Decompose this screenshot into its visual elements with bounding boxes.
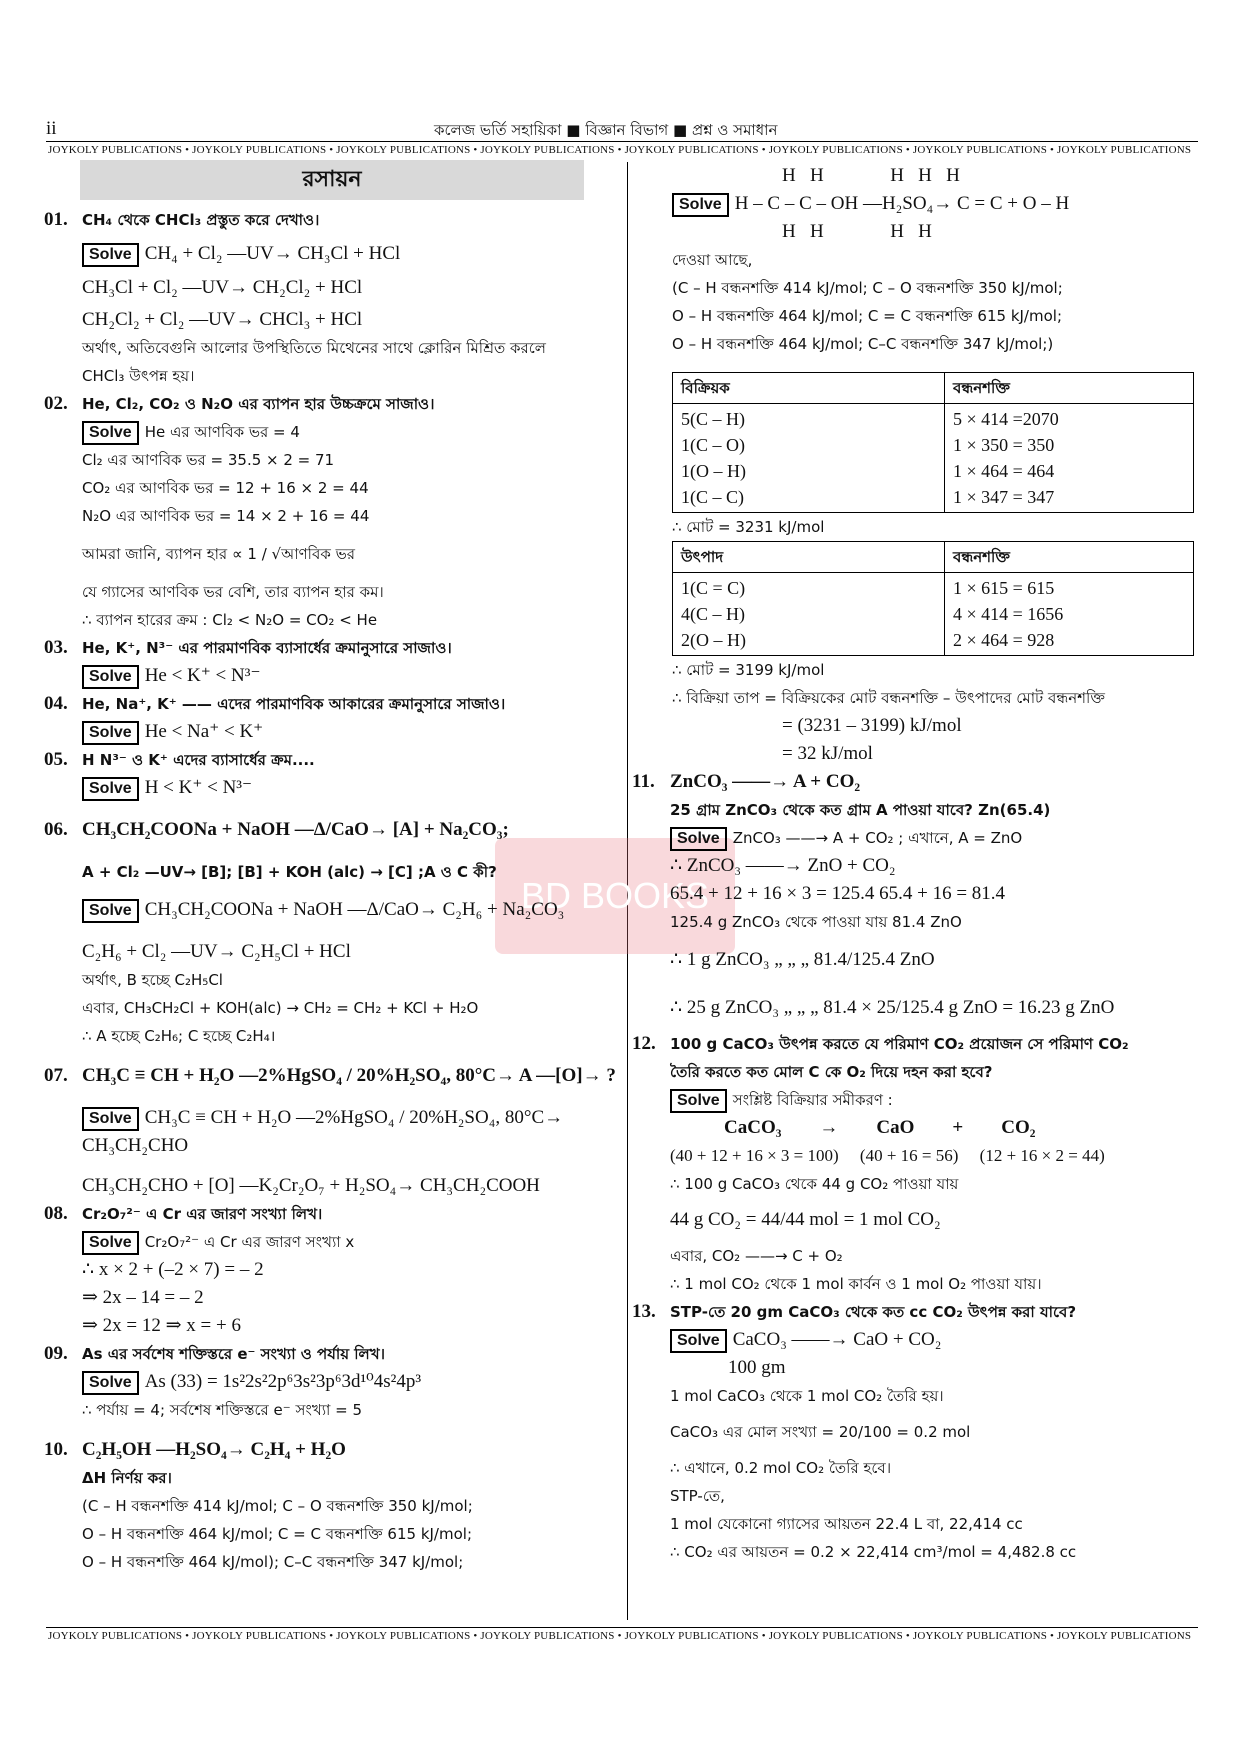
solve-label: Solve xyxy=(82,777,139,801)
text-line: CH₂Cl₂ + Cl₂ —UV→ CHCl₃ + HCl xyxy=(82,309,363,330)
text-line: 25 গ্রাম ZnCO₃ থেকে কত গ্রাম A পাওয়া যাবে? Zn(65.4) xyxy=(670,801,1051,819)
text-line: As (33) = 1s²2s²2p⁶3s²3p⁶3d¹⁰4s²4p³ xyxy=(144,1371,422,1392)
text-line: যে গ্যাসের আণবিক ভর বেশি, তার ব্যাপন হার কম। xyxy=(82,583,384,601)
text-line: ZnCO₃ ——→ A + CO₂ xyxy=(670,771,861,792)
question-07 xyxy=(44,1062,622,1090)
question-05 xyxy=(44,746,622,774)
text-line: 1 mol CaCO₃ থেকে 1 mol CO₂ তৈরি হয়। xyxy=(670,1387,944,1405)
structure-top: H H H H H xyxy=(782,165,960,186)
solve-label: Solve xyxy=(82,421,139,445)
solve-label: Solve xyxy=(670,827,727,851)
reactant-bond-table xyxy=(672,372,1194,513)
text-line: (C – H বন্ধনশক্তি 414 kJ/mol; C – O বন্ধনশক্তি 350 kJ/mol; xyxy=(672,279,1063,297)
text-line: Cr₂O₇²⁻ এ Cr এর জারণ সংখ্যা x xyxy=(144,1233,355,1251)
text-line: O – H বন্ধনশক্তি 464 kJ/mol; C = C বন্ধনশক্তি 615 kJ/mol; xyxy=(672,307,1062,325)
question-04 xyxy=(44,690,622,718)
text-line: 10. xyxy=(44,1439,68,1460)
text-line: ∴ বিক্রিয়া তাপ = বিক্রিয়কের মোট বন্ধনশক্তি – উৎপাদের মোট বন্ধনশক্তি xyxy=(672,689,1105,707)
text-line: 2(O – H) xyxy=(681,630,746,650)
text-line: C₂H₅OH —H₂SO₄→ C₂H₄ + H₂O xyxy=(82,1439,346,1460)
text-line: আমরা জানি, ব্যাপন হার ∝ 1 / √আণবিক ভর xyxy=(82,545,356,563)
question-11 xyxy=(632,768,1198,796)
solve-label: Solve xyxy=(82,243,139,267)
text-line: 12. xyxy=(632,1033,656,1054)
text-line: 07. xyxy=(44,1065,68,1086)
text-line: ⇒ 2x = 12 ⇒ x = + 6 xyxy=(82,1315,241,1336)
text-line: CH₃C ≡ CH + H₂O —2%HgSO₄ / 20%H₂SO₄, 80°C→ CH₃CH₂CHO xyxy=(82,1107,564,1156)
text-line: He, Na⁺, K⁺ —— এদের পারমাণবিক আকারের ক্রমানুসারে সাজাও। xyxy=(82,695,506,713)
text-line: 4 × 414 = 1656 xyxy=(953,604,1064,624)
question-08 xyxy=(44,1200,622,1228)
text-line: 125.4 g ZnCO₃ থেকে পাওয়া যায় 81.4 ZnO xyxy=(670,913,962,931)
solve-label: Solve xyxy=(670,1329,727,1353)
text-line: = (3231 – 3199) kJ/mol xyxy=(782,715,962,736)
text-line: (C – H বন্ধনশক্তি 414 kJ/mol; C – O বন্ধনশক্তি 350 kJ/mol; xyxy=(82,1497,473,1515)
text-line: বিক্রিয়ক xyxy=(673,373,945,404)
text-line: ΔH নির্ণয় কর। xyxy=(82,1469,172,1487)
question-01 xyxy=(44,206,622,234)
question-09 xyxy=(44,1340,622,1368)
text-line: 1(O – H) xyxy=(681,461,746,481)
text-line: অর্থাৎ, অতিবেগুনি আলোর উপস্থিতিতে মিথেনের সাথে ক্লোরিন মিশ্রিত করলে xyxy=(82,339,546,357)
text-line: 1 × 347 = 347 xyxy=(953,487,1055,507)
text-line: He, Cl₂, CO₂ ও N₂O এর ব্যাপন হার উচ্চক্রমে সাজাও। xyxy=(82,395,435,413)
product-bond-table xyxy=(672,541,1194,656)
text-line: 01. xyxy=(44,209,68,230)
text-line: ∴ মোট = 3199 kJ/mol xyxy=(672,661,825,679)
question-03 xyxy=(44,634,622,662)
text-line: 5(C – H) xyxy=(681,409,745,429)
text-line: CaCO₃ এর মোল সংখ্যা = 20/100 = 0.2 mol xyxy=(670,1423,971,1441)
text-line: 1 × 350 = 350 xyxy=(953,435,1055,455)
left-column xyxy=(44,206,622,1576)
text-line: CO₂ এর আণবিক ভর = 12 + 16 × 2 = 44 xyxy=(82,479,369,497)
text-line: 04. xyxy=(44,693,68,714)
text-line: 100 gm xyxy=(728,1357,786,1378)
text-line: ZnCO₃ ——→ A + CO₂ ; এখানে, A = ZnO xyxy=(732,829,1023,847)
text-line: দেওয়া আছে, xyxy=(672,251,753,269)
section-heading: রসায়ন xyxy=(80,160,584,200)
text-line: বন্ধনশক্তি xyxy=(945,542,1194,573)
text-line: 02. xyxy=(44,393,68,414)
text-line: ∴ এখানে, 0.2 mol CO₂ তৈরি হবে। xyxy=(670,1459,892,1477)
text-line: 05. xyxy=(44,749,68,770)
structure-bottom: H H H H xyxy=(782,221,932,242)
question-02 xyxy=(44,390,622,418)
text-line: এবার, CH₃CH₂Cl + KOH(alc) → CH₂ = CH₂ + KCl + H₂O xyxy=(82,999,479,1017)
structure-equation: H – C – C – OH —H₂SO₄→ C = C + O – H xyxy=(734,193,1070,214)
right-column xyxy=(632,162,1198,1566)
page-number: ii xyxy=(46,118,57,139)
text-line: CaCO₃ → CaO + CO₂ xyxy=(724,1117,1036,1138)
solve-label: Solve xyxy=(82,1231,139,1255)
text-line: 08. xyxy=(44,1203,68,1224)
text-line: ∴ ব্যাপন হারের ক্রম : Cl₂ < N₂O = CO₂ < He xyxy=(82,611,378,629)
text-line: ∴ A হচ্ছে C₂H₆; C হচ্ছে C₂H₄। xyxy=(82,1027,276,1045)
text-line: 2 × 464 = 928 xyxy=(953,630,1055,650)
text-line: ⇒ 2x – 14 = – 2 xyxy=(82,1287,204,1308)
text-line: STP-তে, xyxy=(670,1487,725,1505)
text-line: 5 × 414 =2070 xyxy=(953,409,1059,429)
text-line: 1 mol যেকোনো গ্যাসের আয়তন 22.4 L বা, 22,414 cc xyxy=(670,1515,1023,1533)
text-line: N₂O এর আণবিক ভর = 14 × 2 + 16 = 44 xyxy=(82,507,370,525)
question-10 xyxy=(44,1436,622,1464)
text-line: অর্থাৎ, B হচ্ছে C₂H₅Cl xyxy=(82,971,223,989)
text-line: CH₄ + Cl₂ —UV→ CH₃Cl + HCl xyxy=(144,243,401,264)
text-line: তৈরি করতে কত মোল C কে O₂ দিয়ে দহন করা হবে? xyxy=(670,1063,993,1081)
text-line: He < K⁺ < N³⁻ xyxy=(144,665,261,686)
text-line: 4(C – H) xyxy=(681,604,745,624)
solve-label: Solve xyxy=(82,1371,139,1395)
solve-label: Solve xyxy=(82,665,139,689)
text-line: Cl₂ এর আণবিক ভর = 35.5 × 2 = 71 xyxy=(82,451,335,469)
solve-label: Solve xyxy=(82,1107,139,1131)
text-line: 1(C – C) xyxy=(681,487,744,507)
text-line: CH₃CH₂CHO + [O] —K₂Cr₂O₇ + H₂SO₄→ CH₃CH₂COOH xyxy=(82,1175,540,1196)
text-line: ∴ 25 g ZnCO₃ „ „ „ 81.4 × 25/125.4 g ZnO = 16.23 g ZnO xyxy=(670,997,1115,1018)
text-line: = 32 kJ/mol xyxy=(782,743,873,764)
text-line: ∴ ZnCO₃ ——→ ZnO + CO₂ xyxy=(670,855,896,876)
question-12 xyxy=(632,1030,1198,1058)
text-line: CH₃CH₂COONa + NaOH —Δ/CaO→ C₂H₆ + Na₂CO₃ xyxy=(144,899,565,920)
text-line: 1(C – O) xyxy=(681,435,745,455)
text-line: A + Cl₂ —UV→ [B]; [B] + KOH (alc) → [C] ;A ও C কী? xyxy=(82,863,497,881)
question-06 xyxy=(44,816,622,844)
solve-label: Solve xyxy=(670,1089,727,1113)
publisher-band-bottom: JOYKOLY PUBLICATIONS • JOYKOLY PUBLICATIONS • JOYKOLY PUBLICATIONS • JOYKOLY PUBLICATIONS • JOYKOLY PUBLICATIONS • JOYKOLY PUBLICATIONS • JOYKOLY PUBLICATIONS • JOYKOLY PUBLICATIONS xyxy=(48,1630,1192,1642)
text-line: 100 g CaCO₃ উৎপন্ন করতে যে পরিমাণ CO₂ প্রয়োজন সে পরিমাণ CO₂ xyxy=(670,1035,1129,1053)
text-line: CHCl₃ উৎপন্ন হয়। xyxy=(82,367,195,385)
text-line: He < Na⁺ < K⁺ xyxy=(144,721,264,742)
text-line: 03. xyxy=(44,637,68,658)
text-line: As এর সর্বশেষ শক্তিস্তরে e⁻ সংখ্যা ও পর্যায় লিখ। xyxy=(82,1345,385,1363)
text-line: O – H বন্ধনশক্তি 464 kJ/mol; C = C বন্ধনশক্তি 615 kJ/mol; xyxy=(82,1525,472,1543)
text-line: সংশ্লিষ্ট বিক্রিয়ার সমীকরণ : xyxy=(732,1091,893,1109)
text-line: 06. xyxy=(44,819,68,840)
solve-label: Solve xyxy=(82,721,139,745)
footer-rule xyxy=(46,1627,1198,1628)
text-line: ∴ CO₂ এর আয়তন = 0.2 × 22,414 cm³/mol = 4,482.8 cc xyxy=(670,1543,1077,1561)
publisher-band-top: JOYKOLY PUBLICATIONS • JOYKOLY PUBLICATIONS • JOYKOLY PUBLICATIONS • JOYKOLY PUBLICATIONS • JOYKOLY PUBLICATIONS • JOYKOLY PUBLICATIONS • JOYKOLY PUBLICATIONS • JOYKOLY PUBLICATIONS xyxy=(48,144,1192,156)
text-line: Cr₂O₇²⁻ এ Cr এর জারণ সংখ্যা লিখ। xyxy=(82,1205,323,1223)
text-line: 1 × 464 = 464 xyxy=(953,461,1055,481)
watermark-logo: BD BOOKS xyxy=(495,838,735,954)
text-line: CH₃C ≡ CH + H₂O —2%HgSO₄ / 20%H₂SO₄, 80°C→ A —[O]→ ? xyxy=(82,1065,616,1086)
text-line: 65.4 + 12 + 16 × 3 = 125.4 65.4 + 16 = 81.4 xyxy=(670,883,1006,904)
text-line: H < K⁺ < N³⁻ xyxy=(144,777,253,798)
text-line: ∴ 1 g ZnCO₃ „ „ „ 81.4/125.4 ZnO xyxy=(670,949,935,970)
solve-label: Solve xyxy=(82,899,139,923)
text-line: ∴ 1 mol CO₂ থেকে 1 mol কার্বন ও 1 mol O₂ পাওয়া যায়। xyxy=(670,1275,1042,1293)
text-line: ∴ পর্যায় = 4; সর্বশেষ শক্তিস্তরে e⁻ সংখ্যা = 5 xyxy=(82,1401,363,1419)
text-line: 13. xyxy=(632,1301,656,1322)
running-header: কলেজ ভর্তি সহায়িকা ■ বিজ্ঞান বিভাগ ■ প্রশ্ন ও সমাধান xyxy=(434,121,778,139)
text-line: 11. xyxy=(632,771,655,792)
text-line: 1 × 615 = 615 xyxy=(953,578,1055,598)
text-line: CaCO₃ ——→ CaO + CO₂ xyxy=(732,1329,942,1350)
text-line: O – H বন্ধনশক্তি 464 kJ/mol; C–C বন্ধনশক্তি 347 kJ/mol;) xyxy=(672,335,1054,353)
text-line: O – H বন্ধনশক্তি 464 kJ/mol); C–C বন্ধনশক্তি 347 kJ/mol; xyxy=(82,1553,464,1571)
text-line: C₂H₆ + Cl₂ —UV→ C₂H₅Cl + HCl xyxy=(82,941,351,962)
solve-label: Solve xyxy=(672,193,729,217)
text-line: CH₃CH₂COONa + NaOH —Δ/CaO→ [A] + Na₂CO₃; xyxy=(82,819,509,840)
text-line: 09. xyxy=(44,1343,68,1364)
text-line: CH₄ থেকে CHCl₃ প্রস্তুত করে দেখাও। xyxy=(82,211,320,229)
text-line: H N³⁻ ও K⁺ এদের ব্যাসার্ধের ক্রম.... xyxy=(82,751,315,769)
header-rule xyxy=(46,141,1198,142)
text-line: ∴ মোট = 3231 kJ/mol xyxy=(672,518,825,536)
text-line: He, K⁺, N³⁻ এর পারমাণবিক ব্যাসার্ধের ক্রমানুসারে সাজাও। xyxy=(82,639,452,657)
text-line: 44 g CO₂ = 44/44 mol = 1 mol CO₂ xyxy=(670,1209,941,1230)
text-line: (40 + 12 + 16 × 3 = 100) (40 + 16 = 56) (12 + 16 × 2 = 44) xyxy=(670,1146,1105,1165)
question-13 xyxy=(632,1298,1198,1326)
text-line: STP-তে 20 gm CaCO₃ থেকে কত cc CO₂ উৎপন্ন করা যাবে? xyxy=(670,1303,1077,1321)
text-line: ∴ x × 2 + (–2 × 7) = – 2 xyxy=(82,1259,264,1280)
text-line: উৎপাদ xyxy=(673,542,945,573)
text-line: এবার, CO₂ ——→ C + O₂ xyxy=(670,1247,843,1265)
text-line: ∴ 100 g CaCO₃ থেকে 44 g CO₂ পাওয়া যায় xyxy=(670,1175,959,1193)
text-line: 1(C = C) xyxy=(681,578,746,598)
text-line: CH₃Cl + Cl₂ —UV→ CH₂Cl₂ + HCl xyxy=(82,277,363,298)
text-line: বন্ধনশক্তি xyxy=(945,373,1194,404)
text-line: He এর আণবিক ভর = 4 xyxy=(144,423,300,441)
